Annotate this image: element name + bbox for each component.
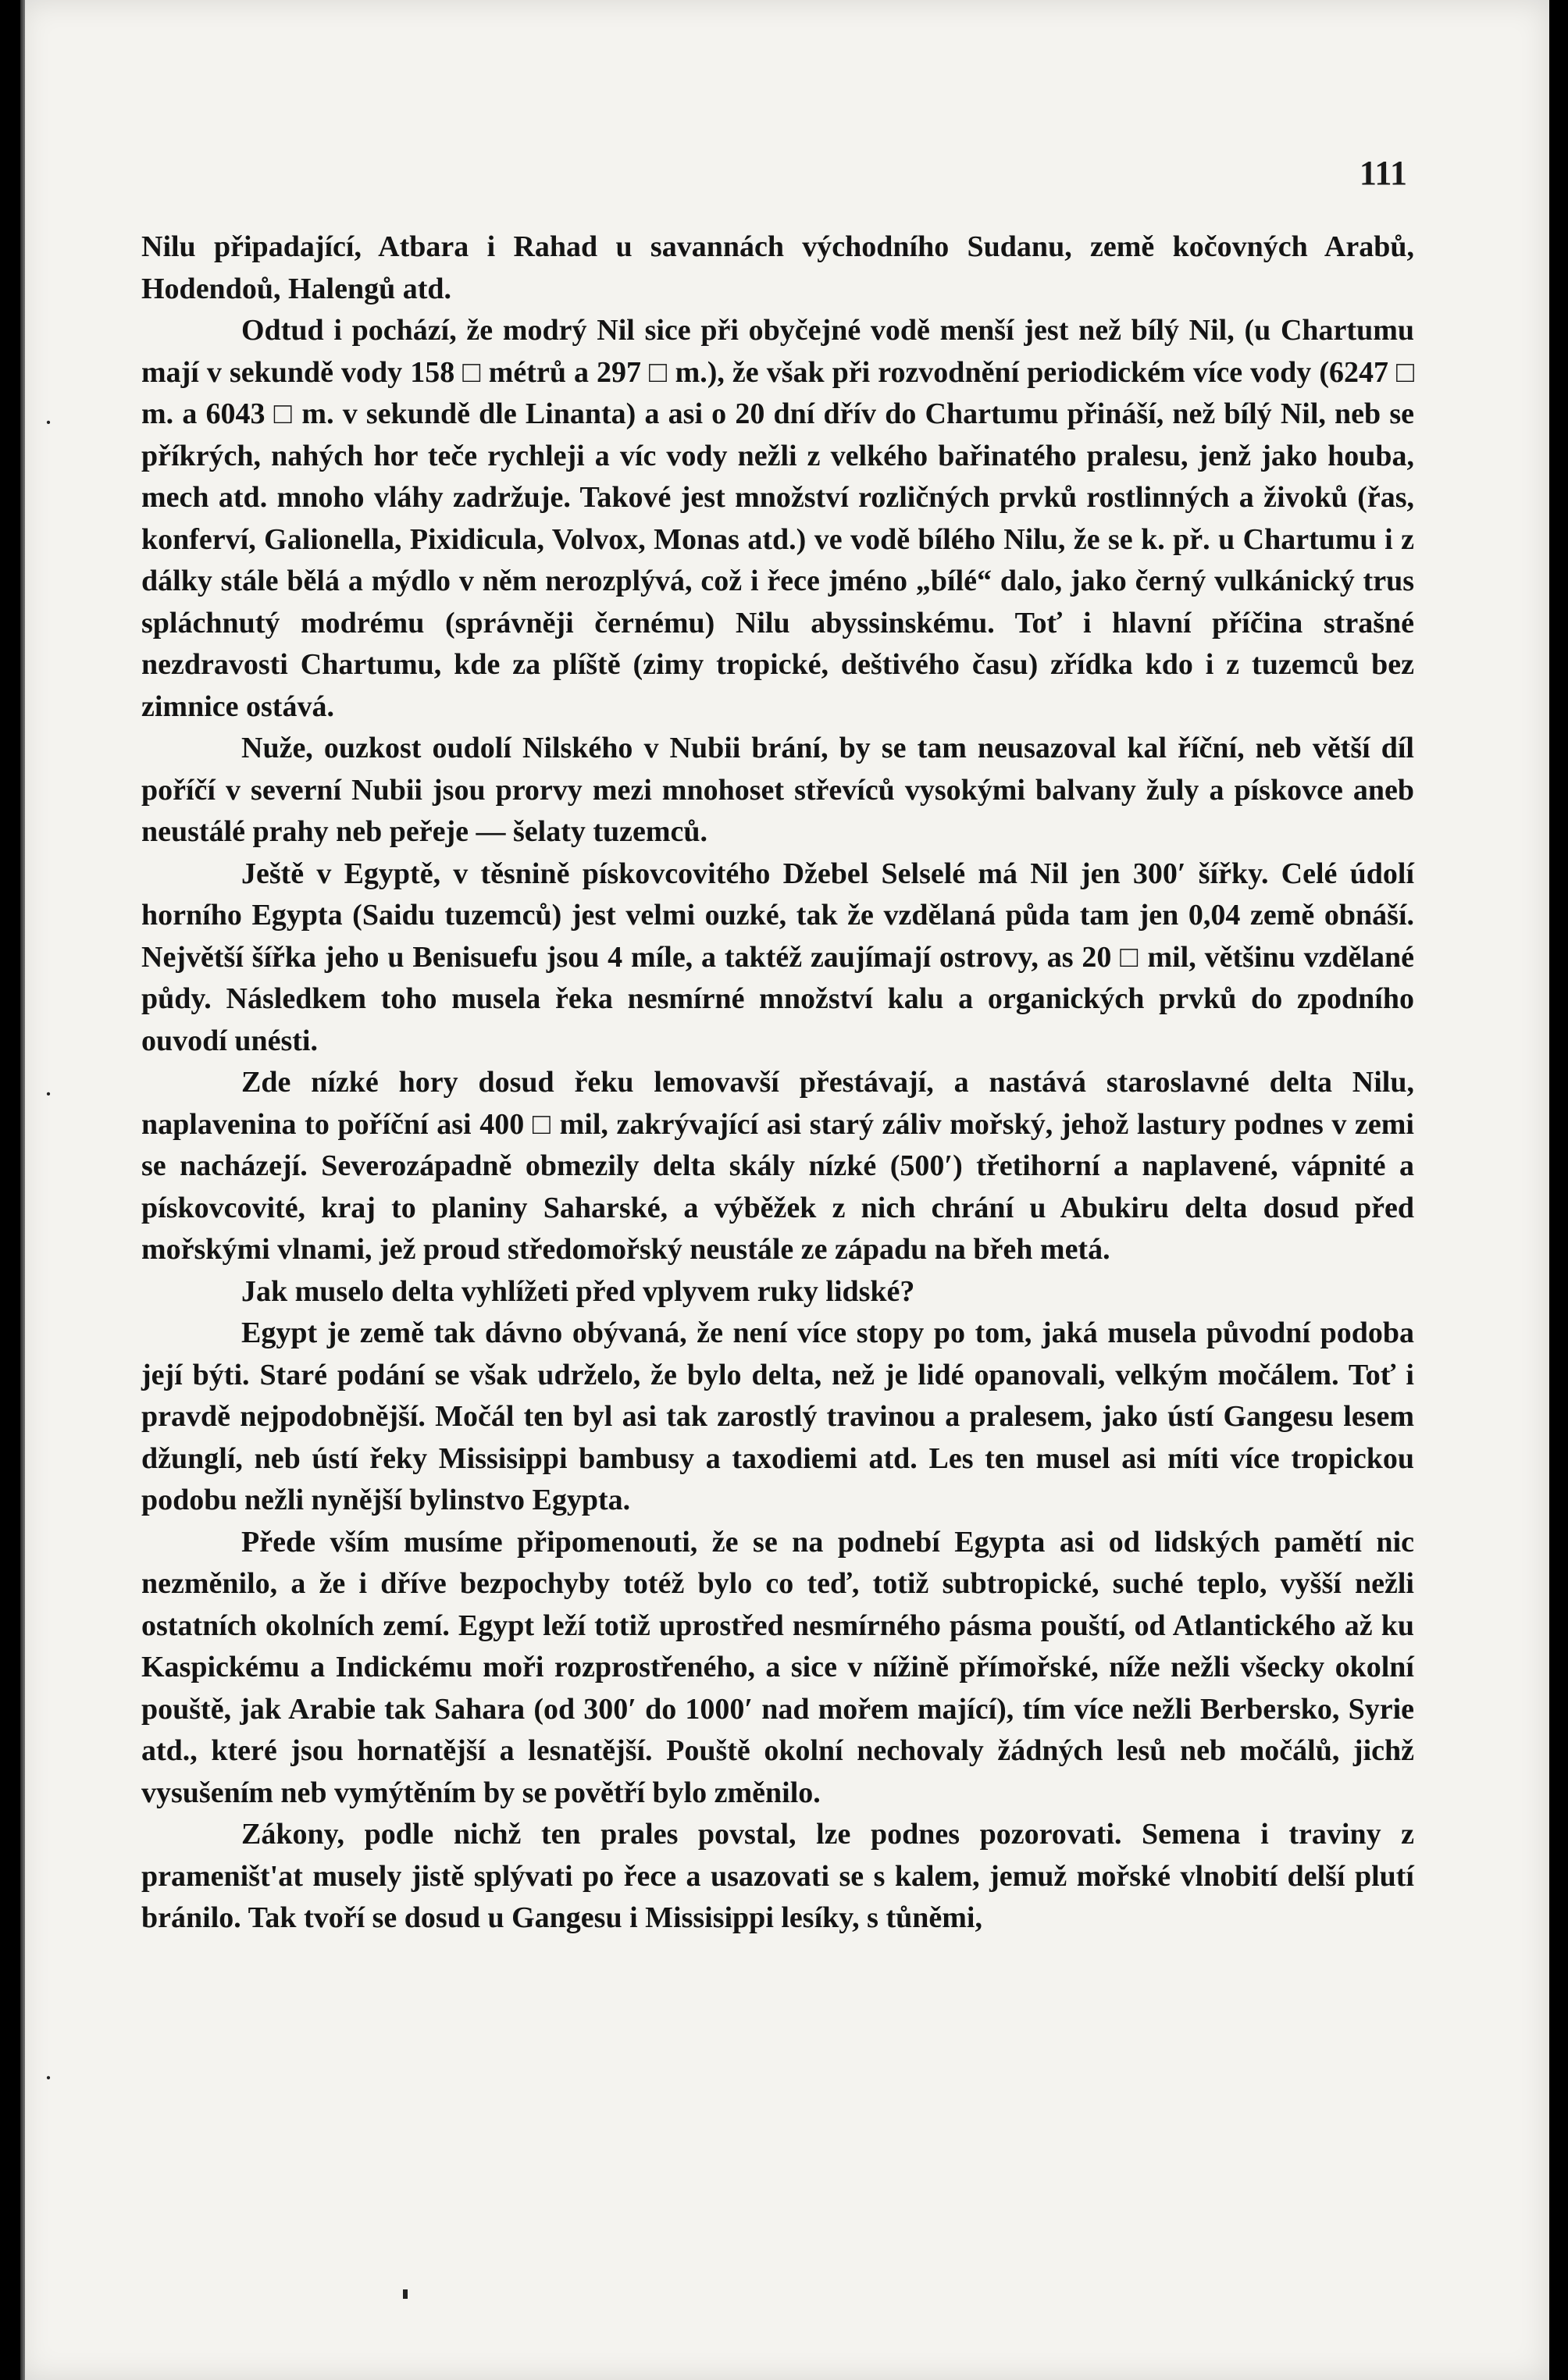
- print-mark: [403, 2289, 408, 2299]
- margin-mark: ·: [44, 2062, 53, 2093]
- paragraph: Egypt je země tak dávno obývaná, že není více stopy po tom, jaká musela původní podoba její býti. Staré podání se však udrželo, že bylo delta, než je lidé opanovali, velkým močálem. Toť i pravdě nejpodobnější. Močál ten byl asi tak zarostlý travinou a pralesem, jako ústí Gangesu lesem džunglí, neb ústí řeky Missisippi bambusy a taxodiemi atd. Les ten musel asi míti více tropickou podobu nežli nynější bylinstvo Egypta.: [141, 1316, 1414, 1516]
- paragraph: Jak muselo delta vyhlížeti před vplyvem ruky lidské?: [241, 1274, 915, 1308]
- paragraph: Zde nízké hory dosud řeku lemovavší přestávají, a nastává staroslavné delta Nilu, naplavenina to poříční asi 400 □ mil, zakrývající asi starý záliv mořský, jehož lastury podnes v zemi se nacházejí. Severozápadně obmezily delta skály nízké (500′) třetihorní a naplavené, vápnité a pískovcovité, kraj to planiny Saharské, a výběžek z nich chrání u Abukiru delta dosud před mořskými vlnami, jež proud středomořský neustále ze západu na břeh metá.: [141, 1066, 1414, 1266]
- margin-mark: ·: [44, 407, 53, 438]
- page-binding-edge: [20, 0, 25, 2380]
- body-text: [141, 226, 1414, 1940]
- paragraph: Přede vším musíme připomenouti, že se na podnebí Egypta asi od lidských pamětí nic nezměnilo, a že i dříve bezpochyby totéž bylo co teď, totiž subtropické, suché teplo, vyšší nežli ostatních okolních zemí. Egypt leží totiž uprostřed nesmírného pásma pouští, od Atlantického až ku Kaspickému a Indickému moři rozprostřeného, a sice v nížině přímořské, níže nežli všecky okolní pouště, jak Arabie tak Sahara (od 300′ do 1000′ nad mořem mající), tím více nežli Berbersko, Syrie atd., které jsou hornatější a lesnatější. Pouště okolní nechovaly žádných lesů neb močálů, jichž vysušením neb vymýtěním by se povětří bylo změnilo.: [141, 1525, 1414, 1809]
- paragraph: Nuže, ouzkost oudolí Nilského v Nubii brání, by se tam neusazoval kal říční, neb větší díl poříčí v severní Nubii jsou prorvy mezi mnohoset střevíců vysokými balvany žuly a pískovce aneb neustálé prahy neb peřeje — šelaty tuzemců.: [141, 732, 1414, 848]
- page-number: 111: [1359, 154, 1407, 192]
- book-page: [20, 0, 1549, 2380]
- paragraph: Nilu připadající, Atbara i Rahad u savannách východního Sudanu, země kočovných Arabů, Hodendoů, Halengů atd.: [141, 230, 1414, 305]
- paragraph: Odtud i pochází, že modrý Nil sice při obyčejné vodě menší jest než bílý Nil, (u Chartumu mají v sekundě vody 158 □ métrů a 297 □ m.), že však při rozvodnění periodickém více vody (6247 □ m. a 6043 □ m. v sekundě dle Linanta) a asi o 20 dní dřív do Chartumu přináší, než bílý Nil, neb se příkrých, nahých hor teče rychleji a víc vody nežli z velkého bařinatého pralesu, jenž jako houba, mech atd. mnoho vláhy zadržuje. Takové jest množství rozličných prvků rostlinných a živoků (řas, konferví, Galionella, Pixidicula, Volvox, Monas atd.) ve vodě bílého Nilu, že se k. př. u Chartumu i z dálky stále bělá a mýdlo v něm nerozplývá, což i řece jméno „bílé“ dalo, jako černý vulkánický trus spláchnutý modrému (správněji černému) Nilu abyssinskému. Toť i hlavní příčina strašné nezdravosti Chartumu, kde za plíště (zimy tropické, deštivého času) zřídka kdo i z tuzemců bez zimnice ostává.: [141, 314, 1414, 723]
- paragraph: Zákony, podle nichž ten prales povstal, lze podnes pozorovati. Semena i traviny z prameništ'at musely jistě splývati po řece a usazovati se s kalem, jemuž mořské vlnobití delší plutí bránilo. Tak tvoří se dosud u Gangesu i Missisippi lesíky, s tůněmi,: [141, 1818, 1414, 1934]
- paragraph: Ještě v Egyptě, v těsnině pískovcovitého Džebel Selselé má Nil jen 300′ šířky. Celé údolí horního Egypta (Saidu tuzemců) jest velmi ouzké, tak že vzdělaná půda tam jen 0,04 země obnáší. Největší šířka jeho u Benisuefu jsou 4 míle, a taktéž zaujímají ostrovy, as 20 □ mil, většinu vzdělané půdy. Následkem toho musela řeka nesmírné množství kalu a organických prvků do zpodního ouvodí unésti.: [141, 857, 1414, 1057]
- margin-mark: ·: [44, 1078, 53, 1110]
